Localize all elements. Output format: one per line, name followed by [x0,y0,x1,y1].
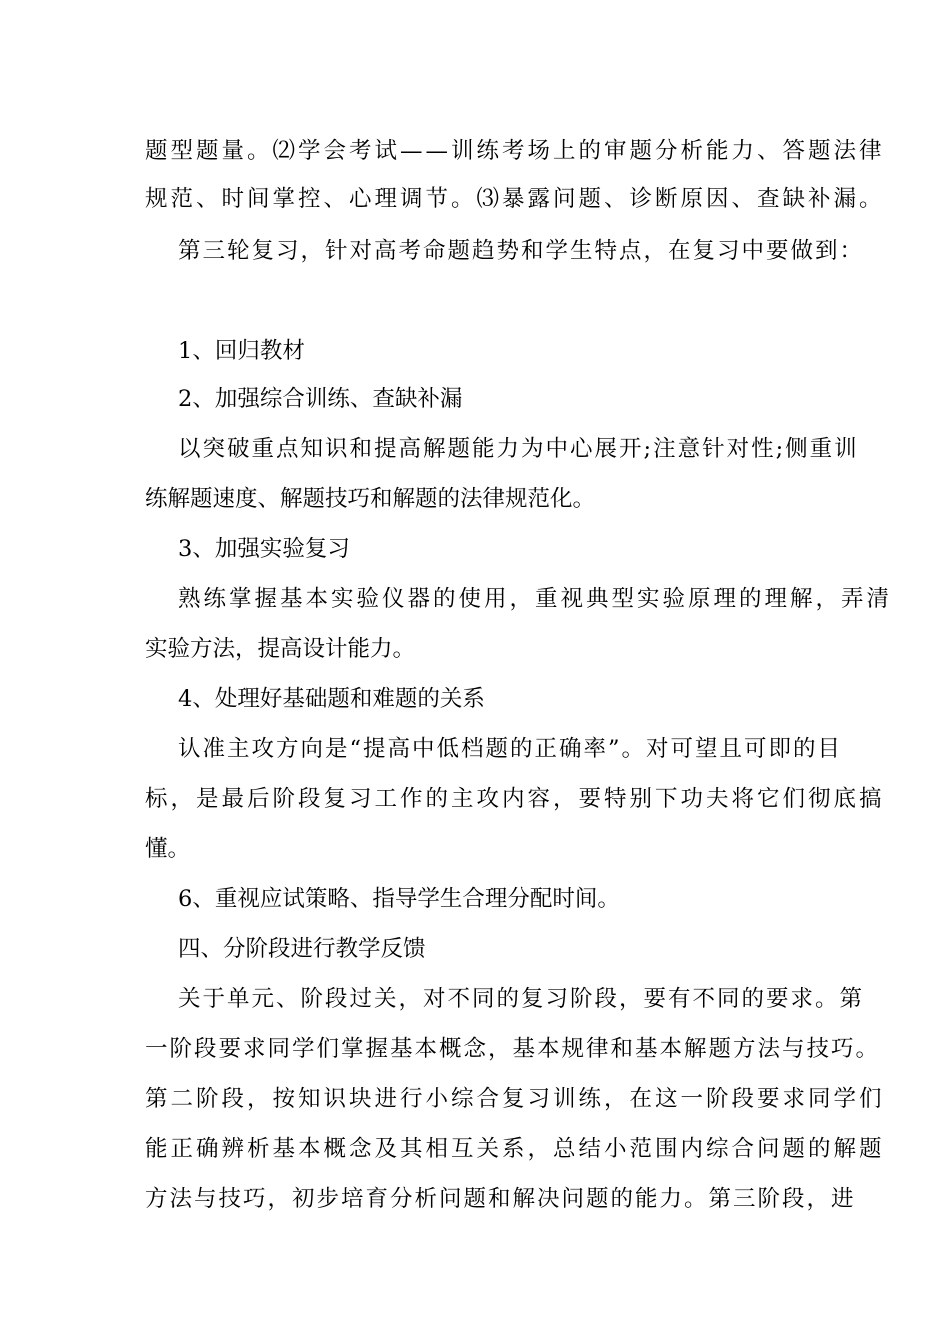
paragraph-line: 能正确辨析基本概念及其相互关系，总结小范围内综合问题的解题 [145,1136,885,1162]
paragraph-line: 关于单元、阶段过关，对不同的复习阶段，要有不同的要求。第 [178,986,865,1012]
paragraph-line: 以突破重点知识和提高解题能力为中心展开;注意针对性;侧重训 [178,436,859,462]
paragraph-line: 一阶段要求同学们掌握基本概念，基本规律和基本解题方法与技巧。 [145,1036,881,1062]
paragraph-line: 规范、时间掌控、心理调节。⑶暴露问题、诊断原因、查缺补漏。 [145,186,885,212]
paragraph-line: 第三轮复习，针对高考命题趋势和学生特点，在复习中要做到： [178,238,865,264]
paragraph-line: 懂。 [145,836,191,862]
list-item-heading: 2、加强综合训练、查缺补漏 [178,386,463,412]
list-item-heading: 3、加强实验复习 [178,536,350,562]
paragraph-line: 标，是最后阶段复习工作的主攻内容，要特别下功夫将它们彻底搞 [145,786,885,812]
paragraph-line: 练解题速度、解题技巧和解题的法律规范化。 [145,486,596,512]
list-item-heading: 4、处理好基础题和难题的关系 [178,686,485,712]
paragraph-line: 方法与技巧，初步培育分析问题和解决问题的能力。第三阶段，进 [145,1186,856,1212]
list-item-heading: 6、重视应试策略、指导学生合理分配时间。 [178,886,620,912]
list-item-heading: 1、回归教材 [178,338,305,364]
section-heading: 四、分阶段进行教学反馈 [178,936,426,962]
paragraph-line: 第二阶段，按知识块进行小综合复习训练，在这一阶段要求同学们 [145,1086,885,1112]
paragraph-line: 题型题量。⑵学会考试——训练考场上的审题分析能力、答题法律 [145,138,885,164]
paragraph-line: 实验方法，提高设计能力。 [145,636,416,662]
paragraph-line: 认准主攻方向是“提高中低档题的正确率”。对可望且可即的目 [178,736,843,762]
paragraph-line: 熟练掌握基本实验仪器的使用，重视典型实验原理的理解，弄清 [178,586,893,612]
